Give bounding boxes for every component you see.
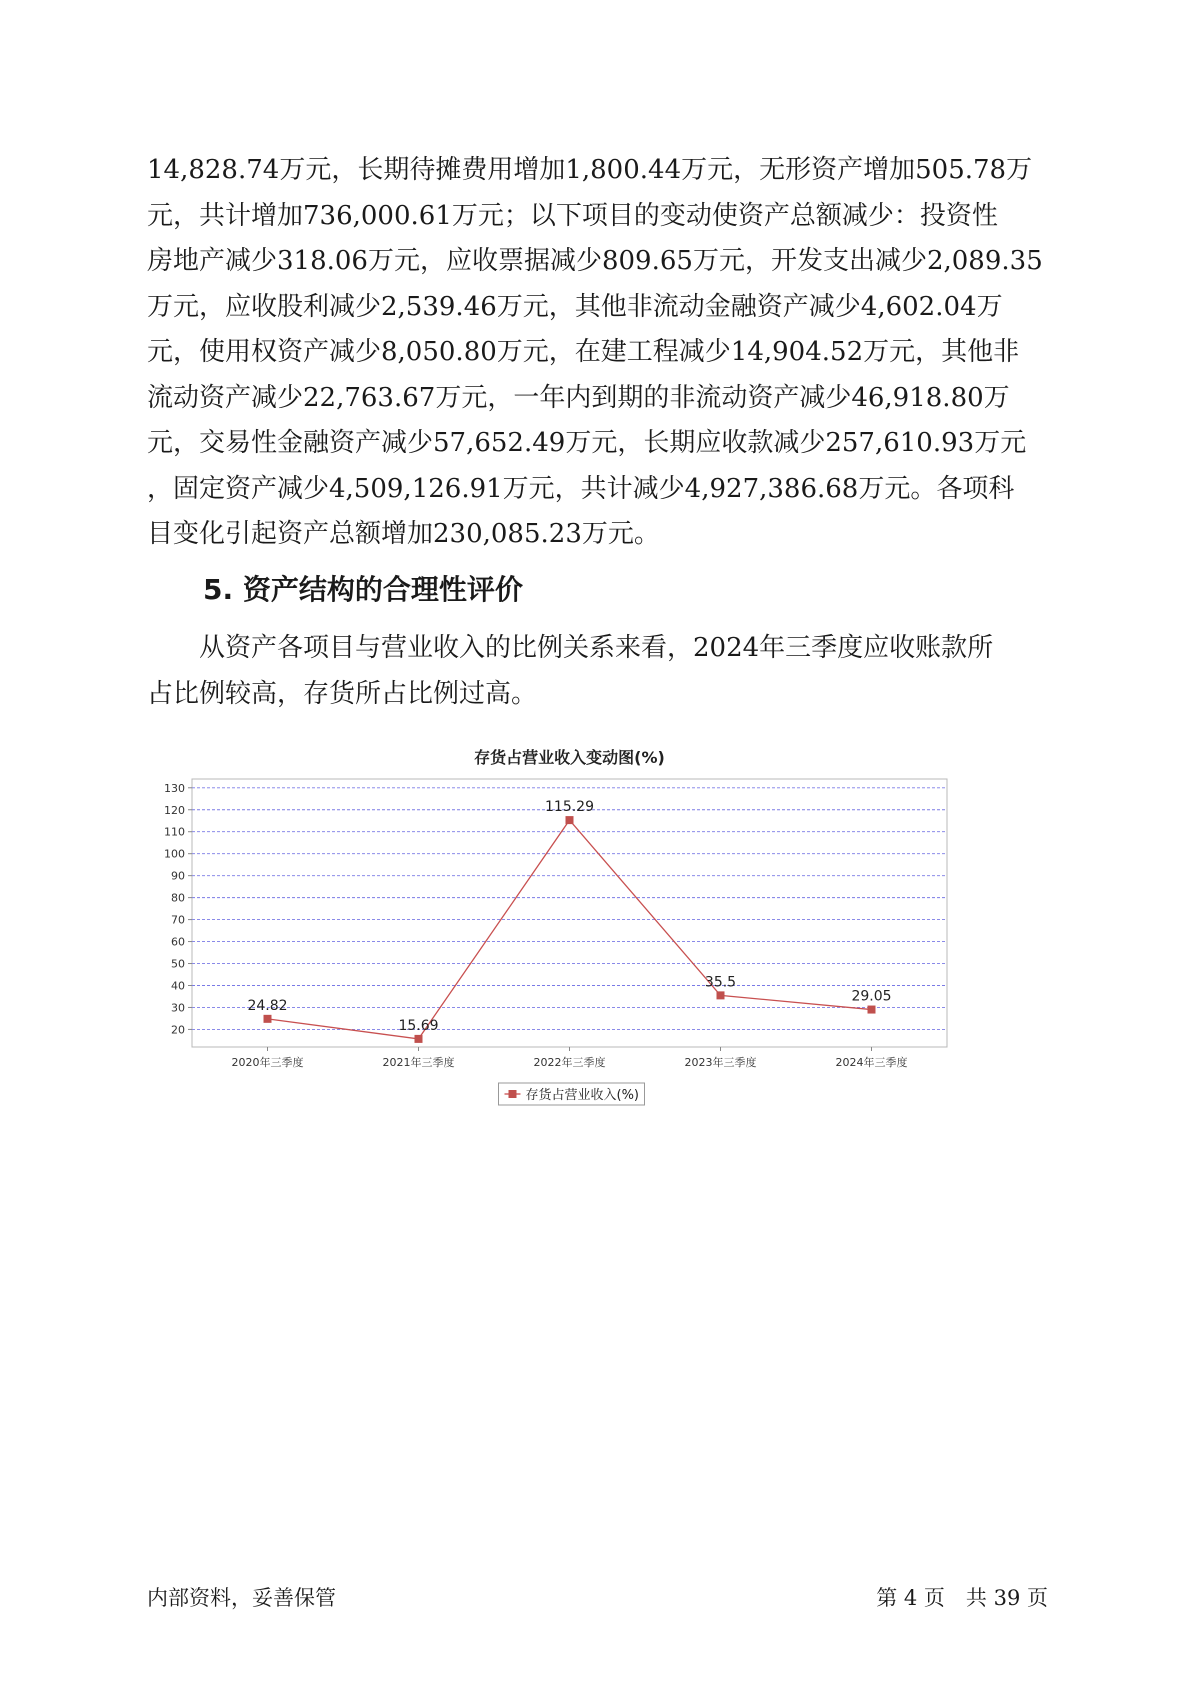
y-tick-label: 80	[171, 891, 185, 905]
x-tick-label: 2022年三季度	[533, 1056, 606, 1069]
y-tick-label: 100	[164, 847, 185, 861]
paragraph-line: 元，共计增加736,000.61万元；以下项目的变动使资产总额减少：投资性	[147, 200, 998, 231]
y-tick-label: 70	[171, 913, 185, 927]
data-point-marker	[415, 1035, 423, 1043]
y-tick-label: 50	[171, 957, 185, 971]
chart-title: 存货占营业收入变动图(%)	[474, 748, 665, 767]
section-heading: 5. 资产结构的合理性评价	[203, 573, 523, 606]
footer-page-number: 第 4 页 共 39 页	[876, 1586, 1048, 1610]
paragraph-line: 占比例较高，存货所占比例过高。	[147, 678, 538, 709]
data-label: 24.82	[247, 997, 288, 1014]
paragraph-line: 从资产各项目与营业收入的比例关系来看，2024年三季度应收账款所	[147, 633, 994, 663]
x-tick-label: 2024年三季度	[835, 1056, 908, 1069]
x-tick-label: 2020年三季度	[231, 1056, 304, 1069]
y-tick-label: 90	[171, 869, 185, 883]
body-paragraph-2	[147, 626, 1047, 717]
chart-svg	[150, 745, 1050, 1205]
data-label: 115.29	[545, 799, 594, 816]
paragraph-line: 14,828.74万元，长期待摊费用增加1,800.44万元，无形资产增加505.78万	[147, 155, 1033, 185]
data-point-marker	[264, 1015, 272, 1023]
y-tick-label: 120	[164, 803, 185, 817]
y-tick-label: 40	[171, 979, 185, 993]
data-label: 15.69	[398, 1017, 439, 1034]
data-label: 29.05	[851, 988, 892, 1005]
data-point-marker	[566, 816, 574, 824]
legend-label: 存货占营业收入(%)	[525, 1088, 639, 1103]
data-label: 35.5	[704, 974, 737, 991]
data-point-marker	[868, 1006, 876, 1014]
paragraph-line: 流动资产减少22,763.67万元，一年内到期的非流动资产减少46,918.80万	[147, 382, 1010, 413]
y-tick-label: 130	[164, 781, 185, 795]
body-paragraph-1	[147, 148, 1047, 558]
y-tick-label: 30	[171, 1001, 185, 1015]
inventory-ratio-chart	[150, 745, 1050, 1205]
paragraph-line: 目变化引起资产总额增加230,085.23万元。	[147, 519, 660, 549]
x-tick-label: 2023年三季度	[684, 1056, 757, 1069]
data-point-marker	[717, 991, 725, 999]
legend-marker-swatch	[509, 1090, 517, 1098]
paragraph-line: ，固定资产减少4,509,126.91万元，共计减少4,927,386.68万元。各项科	[147, 473, 1015, 504]
y-tick-label: 20	[171, 1023, 185, 1037]
y-tick-label: 110	[164, 825, 185, 839]
paragraph-line: 房地产减少318.06万元，应收票据减少809.65万元，开发支出减少2,089.35	[147, 246, 1043, 276]
y-tick-label: 60	[171, 935, 185, 949]
x-tick-label: 2021年三季度	[382, 1056, 455, 1069]
paragraph-line: 元，交易性金融资产减少57,652.49万元，长期应收款减少257,610.93万元	[147, 428, 1027, 458]
paragraph-line: 万元，应收股利减少2,539.46万元，其他非流动金融资产减少4,602.04万	[147, 291, 1003, 322]
paragraph-line: 元，使用权资产减少8,050.80万元，在建工程减少14,904.52万元，其他非	[147, 337, 1020, 367]
footer-confidential-note: 内部资料，妥善保管	[147, 1586, 336, 1610]
